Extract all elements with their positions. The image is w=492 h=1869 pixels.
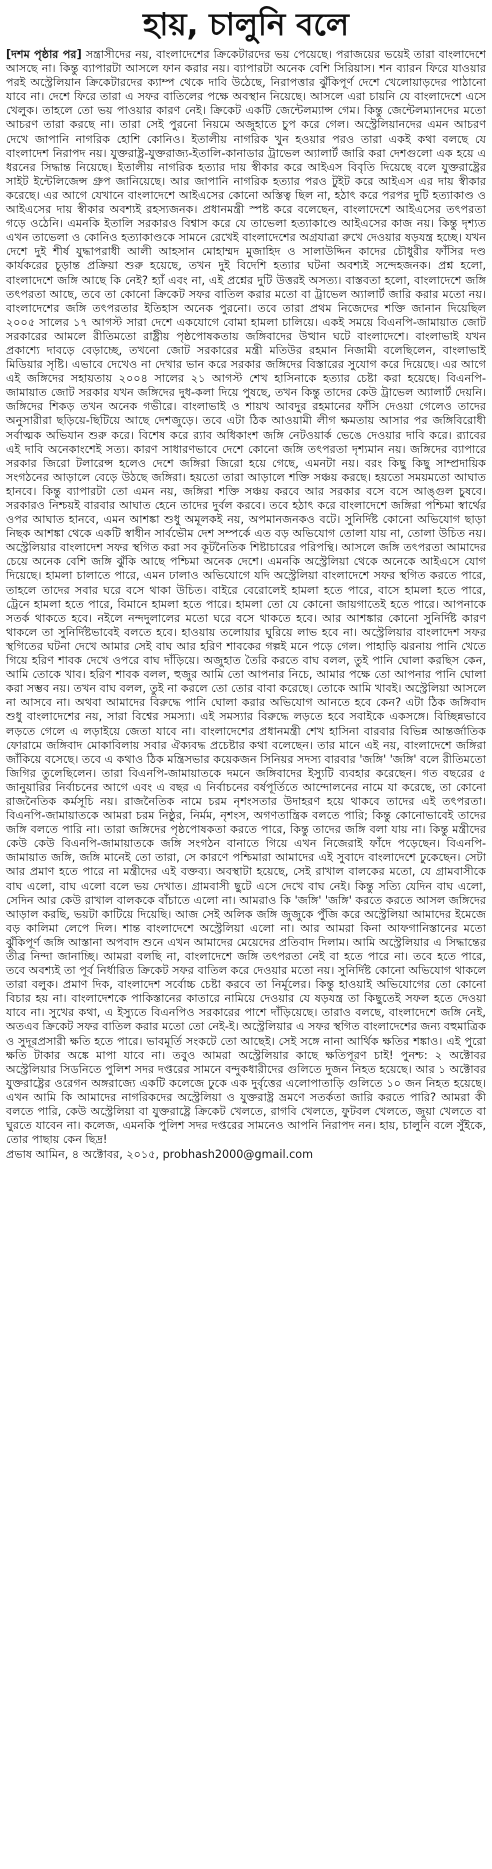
article-title: হায়, চালুনি বলে <box>143 7 349 43</box>
article-body <box>6 48 486 1147</box>
continued-marker: [দশম পৃষ্ঠার পর] <box>6 48 82 61</box>
article-text: সন্ত্রাসীদের নয়, বাংলাদেশের ক্রিকেটারদের ভয় পেয়েছে। পরাজয়ের ভয়েই তারা বাংলাদেশে আসছে না। কিন্তু ব্যাপারটা আসলে ফান করার নয়। ব্যাপারটা অনেক বেশি সিরিয়াস। শন ব্যারন ফিরে যাওয়ার পরই অস্ট্রেলিয়ান ক্রিকেটারদের ক্যাম্প থেকে দাবি উঠেছে, নিরাপত্তার ঝুঁকিপূর্ণ দেশে খেলোয়াড়দের পাঠানো যাবে না। দেশে ফিরে তারা এ সফর বাতিলের পক্ষে অবস্থান নিয়েছে। আসলে এরা চায়নি যে বাংলাদেশে এসে খেলুক। তাহলে তো ভয় পাওয়ার কারণ নেই। ক্রিকেট একটি জেন্টেলম্যান্স গেম। কিন্তু জেন্টেলম্যানদের মতো আচরণ তারা করছে না। তারা সেই পুরনো নিয়মে অজুহাতে চুপ করে গেল। অস্ট্রেলিয়ানদের এমন আচরণ দেখে জাপানি নাগরিক হোশি কোনিও। ইতালীয় নাগরিক খুন হওয়ার পরও তারা একই কথা বলছে যে বাংলাদেশ নিরাপদ নয়। যুক্তরাষ্ট্র-যুক্তরাজ্য-ইতালি-কানাডার ট্রাভেল অ্যালার্ট জারি করা দেশগুলো এক হয়ে এ ধরনের সিদ্ধান্ত নিয়েছে। ইতালীয় নাগরিক হত্যার দায় স্বীকার করে আইএস বিবৃতি দিয়েছে বলে যুক্তরাষ্ট্রের সাইট ইন্টেলিজেন্স গ্রুপ জানিয়েছে। আর জাপানি নাগরিক হত্যার পরও টুইট করে আইএস এর দায় স্বীকার করেছে। এর আগে যেখানে বাংলাদেশে আইএসের কোনো অস্তিত্ব ছিল না, হঠাৎ করে পরপর দুটি হত্যাকাণ্ড ও আইএসের দায় স্বীকার অবশ্যই রহস্যজনক। প্রধানমন্ত্রী স্পষ্ট করে বলেছেন, বাংলাদেশে আইএসের তৎপরতা গড়ে ওঠেনি। এমনকি ইতালি সরকারও বিশ্বাস করে যে তাভেলা হত্যাকাণ্ডে আইএসের কাজ নয়। কিন্তু দৃশ্যত এখন তাভেলা ও কোনিও হত্যাকাণ্ডকে সামনে রেখেই বাংলাদেশের অগ্রযাত্রা রুখে দেওয়ার ষড়যন্ত্র হচ্ছে। যখন দেশে দুই শীর্ষ যুদ্ধাপরাধী আলী আহসান মোহাম্মদ মুজাহিদ ও সালাউদ্দিন কাদের চৌধুরীর ফাঁসির দণ্ড কার্যকরের চূড়ান্ত প্রক্রিয়া শুরু হয়েছে, তখন দুই বিদেশি হত্যার ঘটনা অবশ্যই সন্দেহজনক। প্রশ্ন হলো, বাংলাদেশে জঙ্গি আছে কি নেই? হ্যাঁ এবং না, এই প্রশ্নের দুটি উত্তরই অসত্য। বাস্তবতা হলো, বাংলাদেশে জঙ্গি তৎপরতা আছে, তবে তা কোনো ক্রিকেট সফর বাতিল করার মতো বা ট্রাভেল অ্যালার্ট জারি করার মতো নয়। বাংলাদেশের জঙ্গি তৎপরতার ইতিহাস অনেক পুরনো। তবে তারা প্রথম নিজেদের শক্তি জানান দিয়েছিল ২০০৫ সালের ১৭ আগস্ট সারা দেশে একযোগে বোমা হামলা চালিয়ে। একই সময়ে বিএনপি-জামায়াত জোট সরকারের আমলে রীতিমতো রাষ্ট্রীয় পৃষ্ঠপোষকতায় জঙ্গিবাদের উত্থান ঘটে বাংলাদেশে। বাংলাভাই যখন প্রকাশ্যে দাবড়ে বেড়াচ্ছে, তখনো জোট সরকারের মন্ত্রী মতিউর রহমান নিজামী বলেছিলেন, বাংলাভাই মিডিয়ার সৃষ্টি। এভাবে দেখেও না দেখার ভান করে সরকার জঙ্গিদের বিস্তারের সুযোগ করে দিয়েছে। এর আগে এই জঙ্গিদের সহায়তায় ২০০৪ সালের ২১ আগস্ট শেখ হাসিনাকে হত্যার চেষ্টা করা হয়েছে। বিএনপি-জামায়াত জোট সরকার যখন জঙ্গিদের দুধ-কলা দিয়ে পুষছে, তখন কিন্তু তাদের কেউ ট্রাভেল অ্যালার্ট দেয়নি। জঙ্গিদের শিকড় তখন অনেক গভীরে। বাংলাভাই ও শায়খ আবদুর রহমানের ফাঁসি দেওয়া গেলেও তাদের অনুসারীরা ছড়িয়ে-ছিটিয়ে আছে দেশজুড়ে। তবে এটা ঠিক আওয়ামী লীগ ক্ষমতায় আসার পর জঙ্গিবিরোধী সর্বাত্মক অভিযান শুরু করে। বিশেষ করে র‍্যাব অধিকাংশ জঙ্গি নেটওয়ার্ক ভেঙে দেওয়ার দাবি করে। র‍্যাবের এই দাবি অনেকাংশেই সত্য। কারণ সাধারণভাবে দেশে কোনো জঙ্গি তৎপরতা দৃশ্যমান নয়। জঙ্গিদের ব্যাপারে সরকার জিরো টলারেন্স হলেও দেশে জঙ্গিরা জিরো হয়ে গেছে, এমনটা নয়। বরং কিছু কিছু সাম্প্রদায়িক সংগঠনের আড়ালে বেড়ে উঠছে জঙ্গিরা। হয়তো তারা আড়ালে শক্তি সঞ্চয় করছে। হয়তো সময়মতো আঘাত হানবে। কিন্তু ব্যাপারটা তো এমন নয়, জঙ্গিরা শক্তি সঞ্চয় করবে আর সরকার বসে বসে আঙ্গুল চুষবে। সরকারও নিশ্চয়ই বারবার আঘাত হেনে তাদের দুর্বল করবে। তবে হঠাৎ করে বাংলাদেশে জঙ্গিরা পশ্চিমা স্বার্থের ওপর আঘাত হানবে, এমন আশঙ্কা শুধু অমূলকই নয়, অপমানজনকও বটে। সুনির্দিষ্ট কোনো অভিযোগ ছাড়া নিছক আশঙ্কা থেকে একটি স্বাধীন সার্বভৌম দেশ সম্পর্কে এত বড় অভিযোগ তোলা যায় না, তোলা উচিত নয়। অস্ট্রেলিয়ার বাংলাদেশ সফর স্থগিত করা সব কূটনৈতিক শিষ্টাচারের পরিপন্থি। আসলে জঙ্গি তৎপরতা আমাদের চেয়ে অনেক বেশি জঙ্গি ঝুঁকি আছে পশ্চিমা অনেক দেশে। এমনকি অস্ট্রেলিয়া থেকে অনেকে আইএসে যোগ দিয়েছে। হামলা চালাতে পারে, এমন ঢালাও অভিযোগে যদি অস্ট্রেলিয়া বাংলাদেশে সফর স্থগিত করতে পারে, তাহলে তাদের সবার ঘরে বসে থাকা উচিত। বাইরে বেরোলেই হামলা হতে পারে, বাসে হামলা হতে পারে, ট্রেনে হামলা হতে পারে, বিমানে হামলা হতে পারে। হামলা তো যে কোনো জায়গাতেই হতে পারে। আপনাকে সতর্ক থাকতে হবে। নইলে নন্দদুলালের মতো ঘরে বসে থাকতে হবে। আর আশঙ্কার কোনো সুনির্দিষ্ট কারণ থাকলে তা সুনির্দিষ্টভাবেই বলতে হবে। হাওয়ায় তলোয়ার ঘুরিয়ে লাভ হবে না। অস্ট্রেলিয়ার বাংলাদেশ সফর স্থগিতের ঘটনা দেখে আমার সেই বাঘ আর হরিণ শাবকের গল্পই মনে পড়ে গেল। পাহাড়ি ঝরনায় পানি খেতে গিয়ে হরিণ শাবক দেখে ওপরে বাঘ দাঁড়িয়ে। অজুহাত তৈরি করতে বাঘ বলল, তুই পানি ঘোলা করছিস কেন, আমি তোকে খাব। হরিণ শাবক বলল, হুজুর আমি তো আপনার নিচে, আমার পক্ষে তো আপনার পানি ঘোলা করা সম্ভব নয়। তখন বাঘ বলল, তুই না করলে তো তোর বাবা করেছে। তোকে আমি খাবই। অস্ট্রেলিয়া আসলে না আসবে না। অথবা আমাদের বিরুদ্ধে পানি ঘোলা করার অভিযোগ আনতে হবে কেন? এটা ঠিক জঙ্গিবাদ শুধু বাংলাদেশের নয়, সারা বিশ্বের সমস্যা। এই সমস্যার বিরুদ্ধে লড়তে হবে সবাইকে একসঙ্গে। বিচ্ছিন্নভাবে লড়তে গেলে এ লড়াইয়ে জেতা যাবে না। বাংলাদেশের প্রধানমন্ত্রী শেখ হাসিনা বারবার বিভিন্ন আন্তর্জাতিক ফোরামে জঙ্গিবাদ মোকাবিলায় সবার ঐক্যবদ্ধ প্রচেষ্টার কথা বলেছেন। তার মানে এই নয়, বাংলাদেশে জঙ্গিরা জাঁকিয়ে বসেছে। তবে এ কথাও ঠিক মন্ত্রিসভার কয়েকজন সিনিয়র সদস্য বারবার 'জঙ্গি' 'জঙ্গি' বলে রীতিমতো জিগির তুলেছিলেন। তারা বিএনপি-জামায়াতকে দমনে জঙ্গিবাদের ইস্যুটি ব্যবহার করেছেন। গত বছরের ৫ জানুয়ারির নির্বাচনের আগে এবং এ বছর এ নির্বাচনের বর্ষপূর্তিতে আন্দোলনের নামে যা করেছে, তা কোনো রাজনৈতিক কর্মসূচি নয়। রাজনৈতিক নামে চরম নৃশংসতার উদাহরণ হয়ে থাকবে তাদের এই তৎপরতা। বিএনপি-জামায়াতকে আমরা চরম নিষ্ঠুর, নির্মম, নৃশংস, অগণতান্ত্রিক বলতে পারি; কিন্তু কোনোভাবেই তাদের জঙ্গি বলতে পারি না। তারা জঙ্গিদের পৃষ্ঠপোষকতা করতে পারে, কিন্তু তাদের জঙ্গি বলা যায় না। কিন্তু মন্ত্রীদের কেউ কেউ বিএনপি-জামায়াতকে জঙ্গি সংগঠন বানাতে গিয়ে এখন নিজেরাই ফাঁদে পড়েছেন। বিএনপি-জামায়াত জঙ্গি, জঙ্গি মানেই তো তারা, সে কারণে পশ্চিমারা আমাদের এই সুবাদে বাংলাদেশে ঢুকেছেন। সেটা আর প্রমাণ হতে পারে না মন্ত্রীদের এই বক্তব্য। অবস্থাটা হয়েছে, সেই রাখাল বালকের মতো, যে গ্রামবাসীকে বাঘ এলো, বাঘ এলো বলে ভয় দেখাত। গ্রামবাসী ছুটে এসে দেখে বাঘ নেই। কিন্তু সত্যি যেদিন বাঘ এলো, সেদিন আর কেউ রাখাল বালককে বাঁচাতে এলো না। আমরাও কি 'জঙ্গি' 'জঙ্গি' করতে করতে আসল জঙ্গিদের আড়াল করছি, ভয়টা কাটিয়ে দিয়েছি। আজ সেই অলিক জঙ্গি জুজুকে পুঁজি করে অস্ট্রেলিয়া আমাদের ইমেজে বড় কালিমা লেপে দিল। শান্ত বাংলাদেশে অস্ট্রেলিয়া এলো না। আর আমরা কিনা আফগানিস্তানের মতো ঝুঁকিপূর্ণ জঙ্গি আস্তানা অপবাদ শুনে এখন আমাদের মেয়েদের প্রতিবাদ দিলাম। আমি অস্ট্রেলিয়ার এ সিদ্ধান্তের তীব্র নিন্দা জানাচ্ছি। আমরা বলছি না, বাংলাদেশে জঙ্গি তৎপরতা নেই বা হতে পারে না। তবে হতে পারে, তবে অবশ্যই তা পূর্ব নির্ধারিত ক্রিকেট সফর বাতিল করে দেওয়ার মতো নয়। সুনির্দিষ্ট কোনো অভিযোগ থাকলে তারা বলুক। প্রমাণ দিক, বাংলাদেশ সর্বোচ্চ চেষ্টা করবে তা নির্মূলের। কিন্তু হাওয়াই অভিযোগের তো কোনো বিচার হয় না। বাংলাদেশকে পাকিস্তানের কাতারে নামিয়ে দেওয়ার যে ষড়যন্ত্র তা কিছুতেই সফল হতে দেওয়া যাবে না। সুখের কথা, এ ইস্যুতে বিএনপিও সরকারের পাশে দাঁড়িয়েছে। তারাও বলছে, বাংলাদেশে জঙ্গি নেই, অতএব ক্রিকেট সফর বাতিল করার মতো তো নেই-ই। অস্ট্রেলিয়ার এ সফর স্থগিত বাংলাদেশের জন্য বহুমাত্রিক ও সুদূরপ্রসারী ক্ষতি হতে পারে। ভাবমূর্তি সংকটে তো আছেই। সেই সঙ্গে নানা আর্থিক ক্ষতির শঙ্কাও। এই পুরো ক্ষতি টাকার অঙ্কে মাপা যাবে না। তবুও আমরা অস্ট্রেলিয়ার কাছে ক্ষতিপূরণ চাই! পুনশ্চ: ২ অক্টোবর অস্ট্রেলিয়ার সিডনিতে পুলিশ সদর দপ্তরের সামনে বন্দুকধারীদের গুলিতে দুজন নিহত হয়েছে। আর ১ অক্টোবর যুক্তরাষ্ট্রের ওরেগন অঙ্গরাজ্যে একটি কলেজে ঢুকে এক দুর্বৃত্তের এলোপাতাড়ি গুলিতে ১০ জন নিহত হয়েছে। এখন আমি কি আমাদের নাগরিকদের অস্ট্রেলিয়া ও যুক্তরাষ্ট্র ভ্রমণে সতর্কতা জারি করতে পারি? আমরা কী বলতে পারি, কেউ অস্ট্রেলিয়া বা যুক্তরাষ্ট্রে ক্রিকেট খেলতে, রাগবি খেলতে, ফুটবল খেলতে, জুয়া খেলতে বা ঘুরতে যাবেন না। কলেজ, এমনকি পুলিশ সদর দপ্তরের সামনেও আপনি নিরাপদ নন। হায়, চালুনি বলে সুঁইকে, তোর পাছায় কেন ছিদ্র! <box>6 48 486 1147</box>
author-byline: প্রভাষ আমিন, ৪ অক্টোবর, ২০১৫, probhash2000@gmail.com <box>6 1148 314 1162</box>
